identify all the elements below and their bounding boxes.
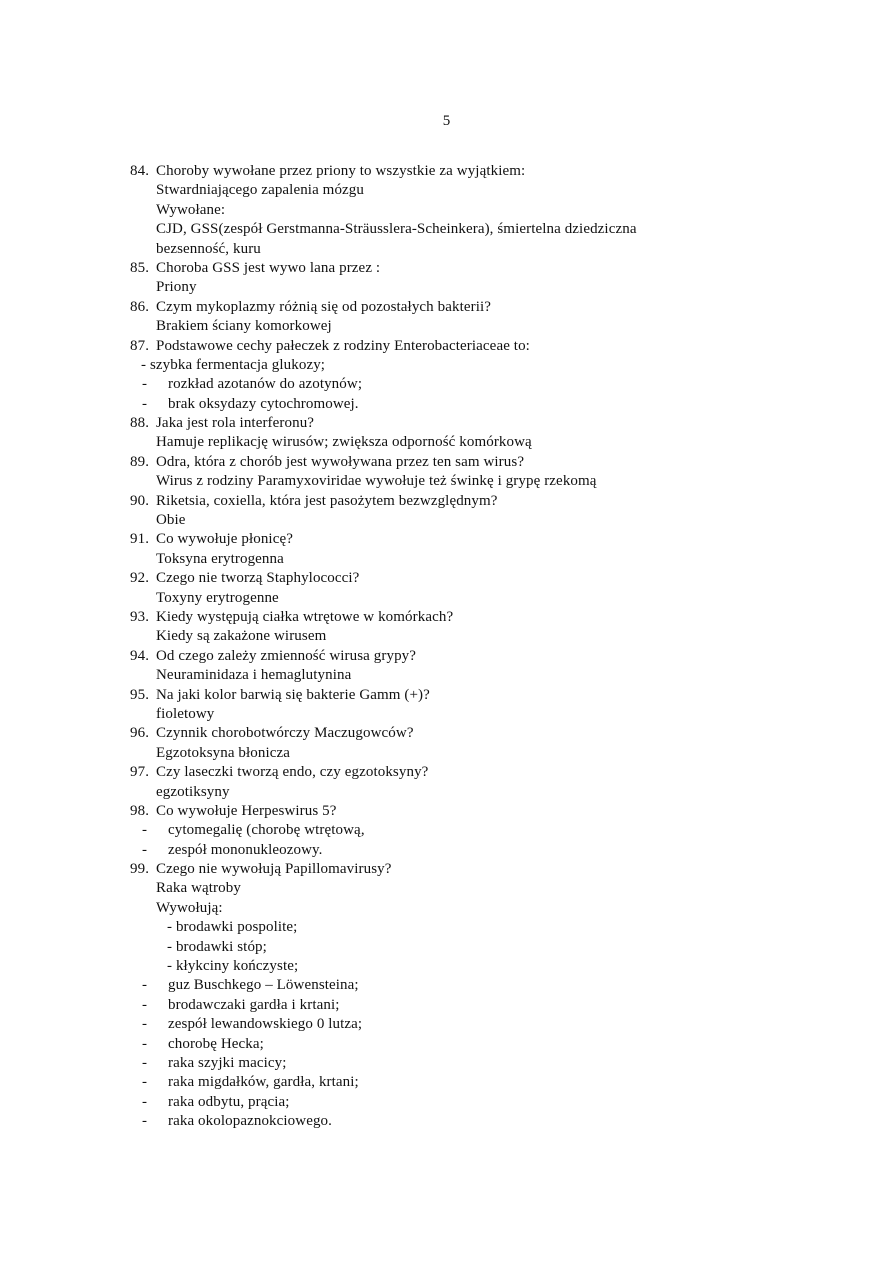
question-number: 91.: [130, 531, 150, 548]
answer-line: Hamuje replikację wirusów; zwiększa odporność komórkową: [156, 434, 532, 451]
answer-line: Wywołują:: [156, 899, 223, 916]
list-item-text: raka migdałków, gardła, krtani;: [168, 1074, 359, 1091]
question-line: [130, 569, 750, 588]
question-line: [130, 414, 750, 433]
question-line: [130, 763, 750, 782]
answer-line: Neuraminidaza i hemaglutynina: [156, 667, 352, 684]
answer-line: fioletowy: [156, 705, 215, 722]
question-text: Czy laseczki tworzą endo, czy egzotoksyny?: [156, 764, 429, 781]
list-item: [130, 1035, 750, 1054]
answer-line: Stwardniającego zapalenia mózgu: [156, 182, 365, 199]
question-text: Co wywołuje Herpeswirus 5?: [156, 802, 337, 819]
question-line: [130, 608, 750, 627]
list-item-text: brodawczaki gardła i krtani;: [168, 996, 340, 1013]
list-item: - szybka fermentacja glukozy;: [141, 356, 326, 373]
list-item: [130, 375, 750, 394]
question-line: [130, 530, 750, 549]
question-number: 95.: [130, 686, 150, 703]
question-text: Czym mykoplazmy różnią się od pozostałych bakterii?: [156, 298, 492, 315]
list-dash: -: [142, 1035, 148, 1052]
list-dash: -: [142, 996, 148, 1013]
question-line: [130, 860, 750, 879]
question-line: [130, 259, 750, 278]
question-number: 94.: [130, 647, 150, 664]
question-text: Co wywołuje płonicę?: [156, 531, 293, 548]
answer-line: Priony: [156, 279, 197, 296]
question-text: Odra, która z chorób jest wywoływana przez ten sam wirus?: [156, 453, 525, 470]
list-item: [130, 821, 750, 840]
question-number: 84.: [130, 163, 150, 179]
list-item: [130, 976, 750, 995]
list-dash: -: [142, 822, 148, 839]
answer-line: Toxyny erytrogenne: [156, 589, 279, 606]
question-line: [130, 453, 750, 472]
question-text: Choroba GSS jest wywo lana przez :: [156, 259, 381, 276]
list-item: [130, 841, 750, 860]
question-text: Jaka jest rola interferonu?: [156, 415, 315, 432]
question-number: 90.: [130, 492, 150, 509]
list-dash: -: [142, 1113, 148, 1130]
list-item: [130, 996, 750, 1015]
list-item-text: brak oksydazy cytochromowej.: [168, 395, 359, 412]
question-line: [130, 337, 750, 356]
list-dash: -: [142, 376, 148, 393]
question-line: [130, 802, 750, 821]
list-item: - brodawki pospolite;: [167, 919, 298, 936]
list-item: - kłykciny kończyste;: [167, 958, 299, 975]
question-text: Podstawowe cechy pałeczek z rodziny Enterobacteriaceae to:: [156, 337, 530, 354]
list-item: [130, 1112, 750, 1131]
question-text: Od czego zależy zmienność wirusa grypy?: [156, 647, 417, 664]
question-line: [130, 298, 750, 317]
page-number: 5: [442, 113, 451, 129]
list-dash: -: [142, 1054, 148, 1071]
answer-line: Egzotoksyna błonicza: [156, 744, 291, 761]
question-number: 93.: [130, 608, 150, 625]
question-number: 97.: [130, 764, 150, 781]
question-line: [130, 686, 750, 705]
question-text: Riketsia, coxiella, która jest pasożytem bezwzględnym?: [156, 492, 498, 509]
list-item-text: raka odbytu, prącia;: [168, 1093, 290, 1110]
question-line: [130, 724, 750, 743]
question-number: 85.: [130, 259, 150, 276]
question-number: 88.: [130, 415, 150, 432]
document-body: [130, 162, 750, 1132]
list-dash: -: [142, 841, 148, 858]
question-text: Czego nie wywołują Papillomavirusy?: [156, 861, 392, 878]
question-line: [130, 647, 750, 666]
list-dash: -: [142, 1074, 148, 1091]
list-dash: -: [142, 1093, 148, 1110]
list-dash: -: [142, 977, 148, 994]
question-number: 87.: [130, 337, 150, 354]
list-item: [130, 1015, 750, 1034]
question-number: 96.: [130, 725, 150, 742]
list-item: [130, 1054, 750, 1073]
question-text: Choroby wywołane przez priony to wszystkie za wyjątkiem:: [156, 163, 526, 179]
question-line: [130, 492, 750, 511]
list-item: - brodawki stóp;: [167, 938, 267, 955]
list-item-text: zespół mononukleozowy.: [168, 841, 323, 858]
list-item: [130, 395, 750, 414]
question-text: Czego nie tworzą Staphylococci?: [156, 570, 360, 587]
question-number: 99.: [130, 861, 150, 878]
question-number: 89.: [130, 453, 150, 470]
answer-line: CJD, GSS(zespół Gerstmanna-Sträusslera-Scheinkera), śmiertelna dziedziczna: [156, 221, 637, 238]
question-text: Kiedy występują ciałka wtrętowe w komórkach?: [156, 608, 454, 625]
answer-line: egzotiksyny: [156, 783, 230, 800]
answer-line: Kiedy są zakażone wirusem: [156, 628, 327, 645]
list-item: [130, 1073, 750, 1092]
question-line: [130, 162, 750, 181]
list-item-text: cytomegalię (chorobę wtrętową,: [168, 822, 365, 839]
list-dash: -: [142, 1016, 148, 1033]
list-item-text: zespół lewandowskiego 0 lutza;: [168, 1016, 363, 1033]
answer-line: Wywołane:: [156, 201, 226, 218]
answer-line: Obie: [156, 512, 186, 529]
answer-line: Toksyna erytrogenna: [156, 550, 284, 567]
list-dash: -: [142, 395, 148, 412]
list-item-text: raka okolopaznokciowego.: [168, 1113, 333, 1130]
answer-line: Brakiem ściany komorkowej: [156, 318, 332, 335]
question-text: Na jaki kolor barwią się bakterie Gamm (+)?: [156, 686, 430, 703]
list-item-text: rozkład azotanów do azotynów;: [168, 376, 363, 393]
list-item: [130, 1093, 750, 1112]
answer-line: Raka wątroby: [156, 880, 241, 897]
question-number: 86.: [130, 298, 150, 315]
answer-line: Wirus z rodziny Paramyxoviridae wywołuje też świnkę i grypę rzekomą: [156, 473, 597, 490]
question-text: Czynnik chorobotwórczy Maczugowców?: [156, 725, 414, 742]
list-item-text: raka szyjki macicy;: [168, 1054, 287, 1071]
answer-line: bezsenność, kuru: [156, 240, 261, 257]
list-item-text: chorobę Hecka;: [168, 1035, 264, 1052]
question-number: 98.: [130, 802, 150, 819]
question-number: 92.: [130, 570, 150, 587]
list-item-text: guz Buschkego – Löwensteina;: [168, 977, 359, 994]
